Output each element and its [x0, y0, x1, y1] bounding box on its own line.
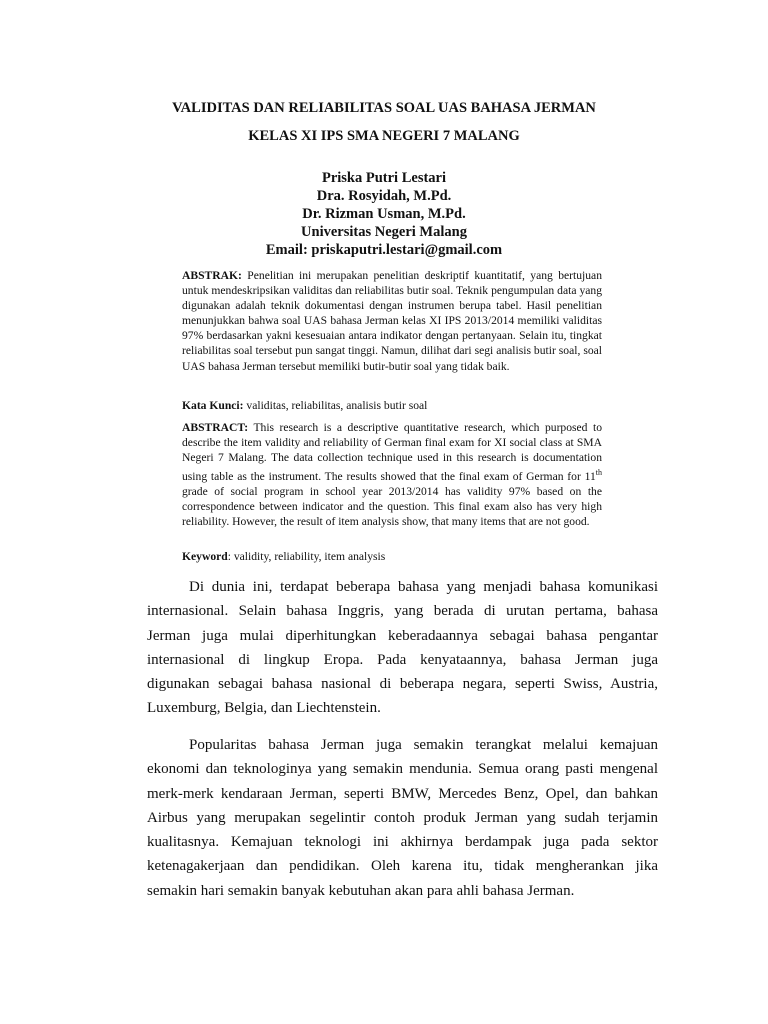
abstrak-label: ABSTRAK:	[182, 269, 242, 282]
paper-title-line-1: VALIDITAS DAN RELIABILITAS SOAL UAS BAHASA JERMAN	[172, 100, 596, 116]
kata-kunci-section	[182, 398, 602, 413]
paragraph-line: Di dunia ini, terdapat beberapa bahasa yang menjadi bahasa komunikasi	[189, 579, 658, 595]
author-name: Dra. Rosyidah, M.Pd.	[316, 188, 452, 204]
author-block	[0, 169, 768, 259]
abstrak-section	[182, 268, 602, 374]
body-paragraph-2	[147, 733, 658, 903]
author-affiliation: Universitas Negeri Malang	[301, 224, 467, 240]
paragraph-line: Jerman juga mulai diperhitungkan keberadaannya sebagai bahasa pengantar	[147, 627, 658, 644]
paragraph-line: internasional di lingkup Eropa. Pada kenyataannya, bahasa Jerman juga	[147, 651, 658, 668]
ordinal-superscript: th	[595, 468, 602, 478]
author-name: Priska Putri Lestari	[321, 170, 447, 186]
paragraph-line: ekonomi dan teknologinya yang semakin mendunia. Semua orang pasti mengenal	[147, 761, 658, 778]
paragraph-line: Luxemburg, Belgia, dan Liechtenstein.	[147, 700, 381, 717]
abstract-label: ABSTRACT:	[182, 421, 249, 434]
paper-title-line-2: KELAS XI IPS SMA NEGERI 7 MALANG	[248, 128, 520, 144]
paragraph-line: Popularitas bahasa Jerman juga semakin terangkat melalui kemajuan	[189, 737, 658, 753]
kata-kunci-label: Kata Kunci:	[182, 399, 244, 412]
body-paragraph-1	[147, 575, 658, 721]
paragraph-line: internasional. Selain bahasa Inggris, yang berada di urutan pertama, bahasa	[147, 603, 658, 620]
paragraph-line: semakin hari semakin banyak kebutuhan akan para ahli bahasa Jerman.	[147, 882, 575, 899]
paragraph-line: Airbus yang merupakan segelintir contoh produk Jerman yang sudah terjamin	[147, 809, 658, 826]
paragraph-line: digunakan sebagai bahasa nasional di beberapa negara, seperti Swiss, Austria,	[147, 676, 658, 693]
abstract-english-section	[182, 420, 602, 530]
keyword-label: Keyword	[182, 550, 228, 563]
abstract-text-part-2: grade of social program in school year 2013/2014 has validity 97% based on the correspondence between indicator and the question. This final exam also has very high reliability. However, the result of item analysis show, that many items that are not good.	[182, 485, 602, 529]
keyword-text: : validity, reliability, item analysis	[227, 550, 386, 563]
paragraph-line: ketenagakerjaan dan pendidikan. Oleh karena itu, tidak mengherankan jika	[147, 858, 658, 875]
abstrak-text: Penelitian ini merupakan penelitian deskriptif kuantitatif, yang bertujuan untuk mendeskripsikan validitas dan reliabilitas butir soal. Teknik pengumpulan data yang digunakan adalah teknik dokumentasi dengan instrumen berupa tabel. Hasil penelitian menunjukkan bahwa soal UAS bahasa Jerman kelas XI IPS 2013/2014 memiliki validitas 97% berdasarkan yakni kesesuaian antara indikator dengan pertanyaan. Selain itu, tingkat reliabilitas soal tersebut pun sangat tinggi. Namun, dilihat dari segi analisis butir soal, soal UAS bahasa Jerman tersebut memiliki butir-butir soal yang tidak baik.	[182, 269, 602, 373]
author-name: Dr. Rizman Usman, M.Pd.	[302, 206, 466, 222]
kata-kunci-text: validitas, reliabilitas, analisis butir soal	[246, 399, 428, 412]
keyword-section	[182, 549, 602, 564]
paragraph-line: merk-merk kendaraan Jerman, seperti BMW, Mercedes Benz, Opel, dan bahkan	[147, 785, 658, 802]
paragraph-line: kualitasnya. Kemajuan teknologi ini akhirnya berdampak juga pada sektor	[147, 834, 658, 851]
author-email: Email: priskaputri.lestari@gmail.com	[265, 242, 503, 258]
abstract-text-part-1: This research is a descriptive quantitative research, which purposed to describe the item validity and reliability of German final exam for XI social class at SMA Negeri 7 Malang. The data collection technique used in this research is documentation using table as the instrument. The results showed that the final exam of German for 11	[182, 421, 602, 484]
